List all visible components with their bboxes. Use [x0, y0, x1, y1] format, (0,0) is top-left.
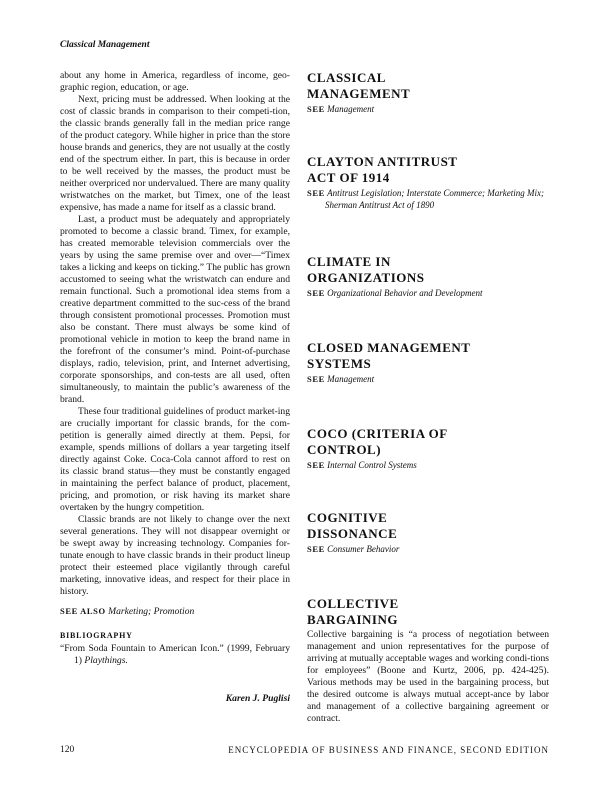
- entry-heading-line: CONTROL): [307, 442, 382, 457]
- entry-closed-management-systems: [307, 340, 549, 386]
- entry-heading: [307, 340, 549, 372]
- left-column: [60, 70, 290, 705]
- entry-heading-line: BARGAINING: [307, 612, 398, 627]
- entry-heading-line: CLIMATE IN: [307, 254, 391, 269]
- entry-body: Collective bargaining is “a process of negotiation between management and union representatives for the purpose of arriving at mutually acceptable wages and working condi-tions for employees” (Boone and Kurtz, 2006, pp. 424-425). Various methods may be used in the bargaining process, but the desired outcome is always mutual accept-ance by labor and management of a collective bargaining agreement or contract.: [307, 629, 549, 724]
- entry-heading-line: SYSTEMS: [307, 356, 372, 371]
- entry-see: [307, 104, 549, 116]
- entry-heading-line: CLASSICAL: [307, 70, 386, 85]
- paragraph: Next, pricing must be addressed. When looking at the cost of classic brands in comparison to their competi-tion, the classic brands generally fall in the median price range of the product category. While higher in price than the store house brands and generics, they are not usually at the costly end of the spectrum either. In part, this is because in order to be well received by the masses, the product must be neither overpriced nor undervalued. There are many quality wristwatches on the market, but Timex, one of the least expensive, has made a name for itself as a classic brand.: [60, 94, 290, 213]
- see-label: SEE: [307, 104, 325, 114]
- entry-heading-line: CLAYTON ANTITRUST: [307, 154, 458, 169]
- see-link[interactable]: Organizational Behavior and Development: [327, 288, 483, 298]
- entry-coco-criteria-of-control: [307, 426, 549, 472]
- see-link[interactable]: Consumer Behavior: [327, 544, 400, 554]
- entry-see: [307, 460, 549, 472]
- entry-heading: [307, 510, 549, 542]
- entry-see: [307, 188, 549, 211]
- entry-cognitive-dissonance: [307, 510, 549, 556]
- see-label: SEE: [307, 288, 325, 298]
- bibliography-entry-source: Playthings.: [84, 655, 128, 666]
- see-label: SEE: [307, 188, 325, 198]
- entry-heading-line: CLOSED MANAGEMENT: [307, 340, 471, 355]
- entry-heading-line: COCO (CRITERIA OF: [307, 426, 448, 441]
- running-head: Classical Management: [60, 40, 150, 50]
- entry-see: [307, 544, 549, 556]
- paragraph: These four traditional guidelines of product market-ing are crucially important for classic brands, for the com-petition is generally aimed directly at them. Pepsi, for example, spends millions of dollars a year targeting itself directly against Coke. Coca-Cola cannot afford to rest on its classic brand status—they must be constantly engaged in maintaining the perfect balance of product, placement, pricing, and promotion, or risk having its market share overtaken by the hungry competition.: [60, 406, 290, 513]
- entry-heading: [307, 70, 549, 102]
- entry-clayton-antitrust-act: [307, 154, 549, 211]
- see-label: SEE: [307, 374, 325, 384]
- bibliography-heading: BIBLIOGRAPHY: [60, 631, 133, 640]
- entry-heading: [307, 154, 549, 186]
- see-link[interactable]: Antitrust Legislation; Interstate Commerce; Marketing Mix; Sherman Antitrust Act of 1890: [325, 188, 545, 210]
- paragraph: Last, a product must be adequately and appropriately promoted to become a classic brand. Timex, for example, has created memorable television commercials over the years by using the same premise over and over—“Timex takes a licking and keeps on ticking.” The public has grown accustomed to seeing what the wristwatch can endure and remain functional. Such a promotional idea stems from a creative department committed to the suc-cess of the brand through consistent promotional processes. Promotion must also be constant. There must always be some kind of promotional vehicle in motion to keep the brand name in the forefront of the consumer’s mind. Point-of-purchase displays, radio, television, print, and Internet advertising, corporate sponsorships, and con-tests are all used, often simultaneously, to maintain the public’s awareness of the brand.: [60, 214, 290, 405]
- entry-heading-line: ACT OF 1914: [307, 170, 390, 185]
- paragraph: about any home in America, regardless of income, geo-graphic region, education, or age.: [60, 70, 290, 93]
- see-link[interactable]: Management: [327, 374, 375, 384]
- paragraph: Classic brands are not likely to change over the next several generations. They will not disappear overnight or be swept away by increasing technology. Companies for-tunate enough to have classic brands in their product lineup protect their esteemed place vigilantly through careful marketing, innovative ideas, and respect for their place in history.: [60, 514, 290, 597]
- entry-heading: [307, 426, 549, 458]
- book-title: ENCYCLOPEDIA OF BUSINESS AND FINANCE, SECOND EDITION: [228, 745, 549, 755]
- entry-heading-line: DISSONANCE: [307, 526, 398, 541]
- entry-heading-line: COGNITIVE: [307, 510, 388, 525]
- entry-heading-line: MANAGEMENT: [307, 86, 411, 101]
- entry-heading: [307, 596, 549, 628]
- entry-heading: [307, 254, 549, 286]
- entry-collective-bargaining: [307, 596, 549, 725]
- entry-classical-management: [307, 70, 549, 116]
- entry-see: [307, 374, 549, 386]
- author-signature: Karen J. Puglisi: [225, 693, 290, 704]
- bibliography-entry: [60, 643, 290, 667]
- entry-heading-line: COLLECTIVE: [307, 596, 399, 611]
- page-number: 120: [60, 745, 75, 755]
- see-also-label: SEE ALSO: [60, 606, 106, 616]
- entry-see: [307, 288, 549, 300]
- page-footer: [60, 745, 549, 755]
- see-label: SEE: [307, 460, 325, 470]
- entry-climate-in-organizations: [307, 254, 549, 300]
- see-link[interactable]: Internal Control Systems: [327, 460, 417, 470]
- see-label: SEE: [307, 544, 325, 554]
- bibliography-entry-text: “From Soda Fountain to American Icon.” (1999, February 1): [60, 643, 290, 666]
- see-also: [60, 605, 290, 618]
- entry-heading-line: ORGANIZATIONS: [307, 270, 425, 285]
- see-link[interactable]: Management: [327, 104, 375, 114]
- see-also-link[interactable]: Marketing; Promotion: [108, 606, 195, 617]
